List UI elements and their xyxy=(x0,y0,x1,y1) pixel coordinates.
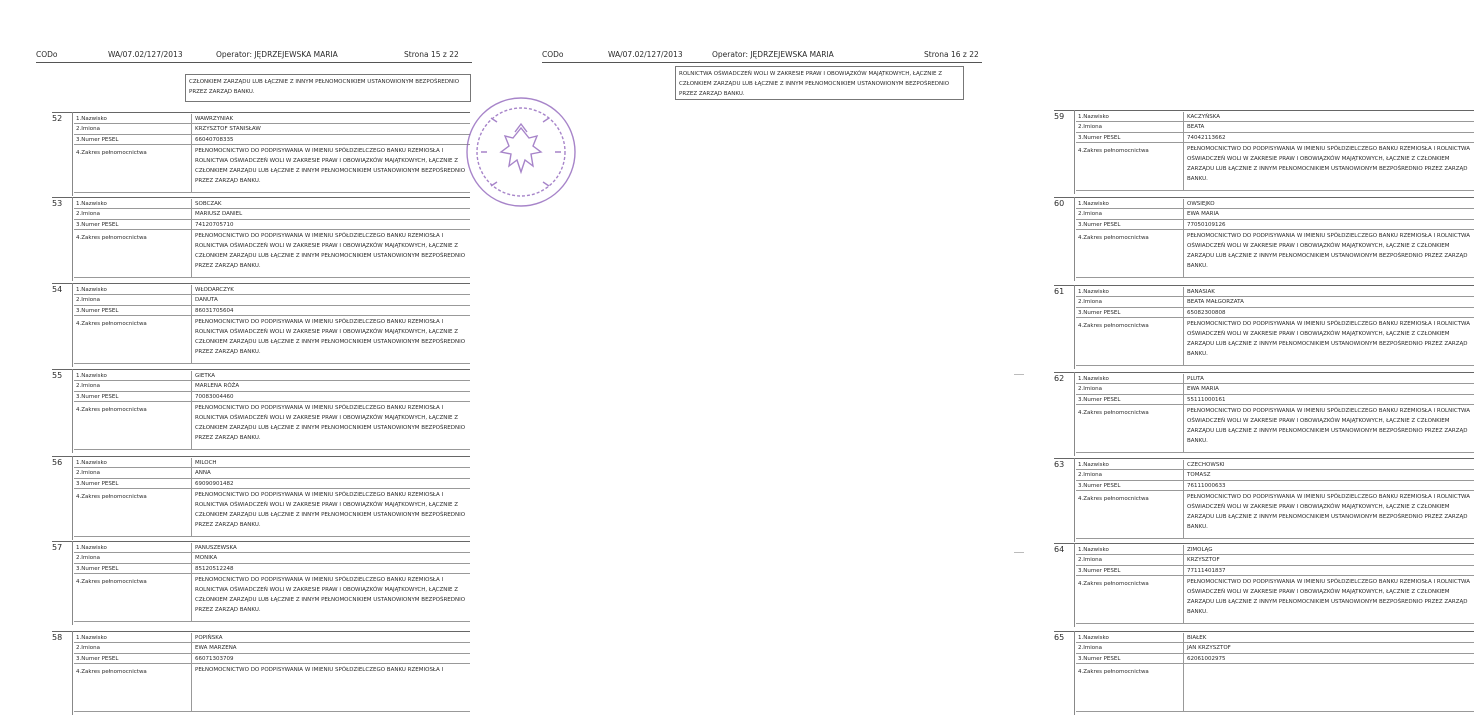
continuation-text: ROLNICTWA OŚWIADCZEŃ WOLI W ZAKRESIE PRAW I OBOWIĄZKÓW MAJĄTKOWYCH, ŁĄCZNIE Z CZŁONKIEM ZARZĄDU LUB ŁĄCZNIE Z INNYM PEŁNOMOCNIKIEM USTANOWIONYM BEZPOŚREDNIO PRZEZ ZARZĄD BANKU. xyxy=(675,66,964,100)
pesel-row xyxy=(74,392,470,402)
field-value: OWSIEJKO xyxy=(1187,201,1215,207)
eagle-seal-icon xyxy=(467,98,575,206)
record-number-divider xyxy=(1074,631,1075,715)
surname-row xyxy=(74,114,470,124)
pesel-row xyxy=(1076,481,1474,491)
scope-row xyxy=(74,664,470,712)
field-label: 1.Nazwisko xyxy=(74,285,192,294)
field-label: 1.Nazwisko xyxy=(1076,199,1184,208)
names-row xyxy=(74,643,470,654)
left-page xyxy=(0,0,512,724)
surname-row xyxy=(74,543,470,553)
names-row xyxy=(1076,384,1474,395)
field-label: 4.Zakres pełnomocnictwa xyxy=(74,145,192,192)
field-label: 3.Numer PESEL xyxy=(74,306,192,315)
record-number: 55 xyxy=(52,371,63,380)
names-row xyxy=(74,553,470,564)
record-number-divider xyxy=(72,369,73,453)
record-number: 65 xyxy=(1054,633,1065,642)
scope-row xyxy=(1076,664,1474,712)
surname-row xyxy=(74,371,470,381)
pesel-row xyxy=(1076,220,1474,230)
field-label: 1.Nazwisko xyxy=(1076,460,1184,469)
names-row xyxy=(74,381,470,392)
field-label: 3.Numer PESEL xyxy=(74,135,192,144)
field-label: 1.Nazwisko xyxy=(1076,112,1184,121)
field-label: 1.Nazwisko xyxy=(74,371,192,380)
field-label: 2.Imiona xyxy=(1076,122,1184,132)
names-row xyxy=(1076,209,1474,220)
scope-row xyxy=(1076,318,1474,366)
record-divider xyxy=(1054,631,1474,632)
record-entry xyxy=(52,631,470,715)
record-number: 54 xyxy=(52,285,63,294)
header-ref: WA/07.02/127/2013 xyxy=(108,50,183,59)
record-divider xyxy=(1054,458,1474,459)
field-value: BANASIAK xyxy=(1187,289,1215,295)
field-value: PLUTA xyxy=(1187,376,1204,382)
record-divider xyxy=(1054,285,1474,286)
record-entry xyxy=(1054,372,1474,456)
scope-row xyxy=(74,574,470,622)
field-value: MONIKA xyxy=(195,555,218,561)
scope-row xyxy=(74,402,470,450)
field-label: 3.Numer PESEL xyxy=(1076,566,1184,575)
scope-row xyxy=(1076,143,1474,191)
field-value: PEŁNOMOCNICTWO DO PODPISYWANIA W IMIENIU SPÓŁDZIELCZEGO BANKU RZEMIOSŁA I ROLNICTWA OŚWIADCZEŃ WOLI W ZAKRESIE PRAW I OBOWIĄZKÓW MAJĄTKOWYCH, ŁĄCZNIE Z CZŁONKIEM ZARZĄDU LUB ŁĄCZNIE Z INNYM PEŁNOMOCNIKIEM USTANOWIONYM BEZPOŚREDNIO PRZEZ ZARZĄD BANKU. xyxy=(195,148,466,184)
names-row xyxy=(74,124,470,135)
page-edge-mark xyxy=(1014,374,1024,375)
field-label: 3.Numer PESEL xyxy=(74,654,192,663)
field-value: 66040708335 xyxy=(195,137,234,143)
record-divider xyxy=(52,541,470,542)
record-entry xyxy=(1054,110,1474,194)
surname-row xyxy=(74,199,470,209)
field-value: BEATA xyxy=(1187,124,1205,130)
field-value: MARIUSZ DANIEL xyxy=(195,211,243,217)
field-value: 76111000633 xyxy=(1187,483,1226,489)
scope-row xyxy=(74,230,470,278)
surname-row xyxy=(1076,633,1474,643)
field-label: 3.Numer PESEL xyxy=(1076,395,1184,404)
record-divider xyxy=(52,456,470,457)
field-label: 4.Zakres pełnomocnictwa xyxy=(74,316,192,363)
field-label: 4.Zakres pełnomocnictwa xyxy=(1076,143,1184,190)
record-number-divider xyxy=(1074,543,1075,627)
pesel-row xyxy=(74,220,470,230)
record-number: 61 xyxy=(1054,287,1065,296)
names-row xyxy=(74,209,470,220)
record-number: 62 xyxy=(1054,374,1065,383)
names-row xyxy=(74,295,470,306)
field-label: 4.Zakres pełnomocnictwa xyxy=(74,489,192,536)
field-value: JAN KRZYSZTOF xyxy=(1187,645,1231,651)
field-value: GIETKA xyxy=(195,373,215,379)
field-value: 77111401837 xyxy=(1187,568,1226,574)
field-label: 3.Numer PESEL xyxy=(1076,133,1184,142)
page-edge-mark xyxy=(1014,552,1024,553)
field-label: 4.Zakres pełnomocnictwa xyxy=(1076,230,1184,277)
official-stamp xyxy=(461,92,581,212)
field-value: 74042113662 xyxy=(1187,135,1226,141)
header-operator: Operator: JĘDRZEJEWSKA MARIA xyxy=(712,50,834,59)
scope-row xyxy=(74,489,470,537)
scope-row xyxy=(74,316,470,364)
record-number-divider xyxy=(1074,197,1075,281)
record-divider xyxy=(52,197,470,198)
field-value: POPIŃSKA xyxy=(195,635,223,641)
field-value xyxy=(1184,664,1474,711)
record-number: 60 xyxy=(1054,199,1065,208)
names-row xyxy=(1076,470,1474,481)
record-number: 52 xyxy=(52,114,63,123)
record-number: 57 xyxy=(52,543,63,552)
field-label: 2.Imiona xyxy=(74,209,192,219)
record-number-divider xyxy=(1074,110,1075,194)
field-label: 3.Numer PESEL xyxy=(74,220,192,229)
field-value: TOMASZ xyxy=(1187,472,1211,478)
record-number-divider xyxy=(72,541,73,625)
field-value: ANNA xyxy=(195,470,211,476)
field-label: 2.Imiona xyxy=(1076,384,1184,394)
pesel-row xyxy=(1076,566,1474,576)
scope-row xyxy=(74,145,470,193)
field-label: 3.Numer PESEL xyxy=(1076,481,1184,490)
header-code: CODo xyxy=(542,50,564,59)
field-value: PEŁNOMOCNICTWO DO PODPISYWANIA W IMIENIU SPÓŁDZIELCZEGO BANKU RZEMIOSŁA I xyxy=(195,667,444,673)
field-value: MARLENA RÓŻA xyxy=(195,383,240,389)
scope-row xyxy=(1076,491,1474,539)
field-label: 4.Zakres pełnomocnictwa xyxy=(1076,664,1184,711)
field-value: BEATA MAŁGORZATA xyxy=(1187,299,1244,305)
field-value: WŁODARCZYK xyxy=(195,287,234,293)
record-entry xyxy=(1054,543,1474,627)
field-value: ZIMOLĄG xyxy=(1187,547,1213,553)
field-label: 4.Zakres pełnomocnictwa xyxy=(74,402,192,449)
record-divider xyxy=(1054,110,1474,111)
header-page: Strona 16 z 22 xyxy=(924,50,979,59)
record-number-divider xyxy=(1074,372,1075,456)
field-value: 85120512248 xyxy=(195,566,234,572)
field-value: 86031705604 xyxy=(195,308,234,314)
field-value: PEŁNOMOCNICTWO DO PODPISYWANIA W IMIENIU SPÓŁDZIELCZEGO BANKU RZEMIOSŁA I ROLNICTWA OŚWIADCZEŃ WOLI W ZAKRESIE PRAW I OBOWIĄZKÓW MAJĄTKOWYCH, ŁĄCZNIE Z CZŁONKIEM ZARZĄDU LUB ŁĄCZNIE Z INNYM PEŁNOMOCNIKIEM USTANOWIONYM BEZPOŚREDNIO PRZEZ ZARZĄD BANKU. xyxy=(195,233,466,269)
field-label: 2.Imiona xyxy=(74,295,192,305)
field-value: WAWRZYNIAK xyxy=(195,116,234,122)
field-label: 1.Nazwisko xyxy=(74,114,192,123)
field-value: PEŁNOMOCNICTWO DO PODPISYWANIA W IMIENIU SPÓŁDZIELCZEGO BANKU RZEMIOSŁA I ROLNICTWA OŚWIADCZEŃ WOLI W ZAKRESIE PRAW I OBOWIĄZKÓW MAJĄTKOWYCH, ŁĄCZNIE Z CZŁONKIEM ZARZĄDU LUB ŁĄCZNIE Z INNYM PEŁNOMOCNIKIEM USTANOWIONYM BEZPOŚREDNIO PRZEZ ZARZĄD BANKU. xyxy=(195,405,466,441)
record-number-divider xyxy=(1074,458,1075,542)
record-entry xyxy=(52,456,470,540)
record-divider xyxy=(1054,197,1474,198)
field-value: PEŁNOMOCNICTWO DO PODPISYWANIA W IMIENIU SPÓŁDZIELCZEGO BANKU RZEMIOSŁA I ROLNICTWA OŚWIADCZEŃ WOLI W ZAKRESIE PRAW I OBOWIĄZKÓW MAJĄTKOWYCH, ŁĄCZNIE Z CZŁONKIEM ZARZĄDU LUB ŁĄCZNIE Z INNYM PEŁNOMOCNIKIEM USTANOWIONYM BEZPOŚREDNIO PRZEZ ZARZĄD BANKU. xyxy=(1187,321,1470,357)
scope-row xyxy=(1076,230,1474,278)
field-label: 3.Numer PESEL xyxy=(74,392,192,401)
field-value: BIAŁEK xyxy=(1187,635,1207,641)
record-number-divider xyxy=(1074,285,1075,369)
surname-row xyxy=(1076,545,1474,555)
pesel-row xyxy=(1076,133,1474,143)
pesel-row xyxy=(74,479,470,489)
record-entry xyxy=(1054,197,1474,281)
field-value: 65082300808 xyxy=(1187,310,1226,316)
surname-row xyxy=(1076,287,1474,297)
field-value: PEŁNOMOCNICTWO DO PODPISYWANIA W IMIENIU SPÓŁDZIELCZEGO BANKU RZEMIOSŁA I ROLNICTWA OŚWIADCZEŃ WOLI W ZAKRESIE PRAW I OBOWIĄZKÓW MAJĄTKOWYCH, ŁĄCZNIE Z CZŁONKIEM ZARZĄDU LUB ŁĄCZNIE Z INNYM PEŁNOMOCNIKIEM USTANOWIONYM BEZPOŚREDNIO PRZEZ ZARZĄD BANKU. xyxy=(1187,579,1470,615)
record-entry xyxy=(1054,458,1474,542)
field-label: 1.Nazwisko xyxy=(74,199,192,208)
field-value: EWA MARIA xyxy=(1187,386,1219,392)
surname-row xyxy=(74,285,470,295)
field-label: 2.Imiona xyxy=(1076,555,1184,565)
record-entry xyxy=(52,369,470,453)
record-divider xyxy=(52,369,470,370)
surname-row xyxy=(1076,374,1474,384)
field-value: PANUSZEWSKA xyxy=(195,545,237,551)
pesel-row xyxy=(1076,654,1474,664)
field-value: EWA MARIA xyxy=(1187,211,1219,217)
field-value: CZECHOWSKI xyxy=(1187,462,1225,468)
record-number: 63 xyxy=(1054,460,1065,469)
field-value: EWA MARZENA xyxy=(195,645,237,651)
surname-row xyxy=(74,633,470,643)
pesel-row xyxy=(1076,395,1474,405)
field-label: 2.Imiona xyxy=(1076,297,1184,307)
field-label: 2.Imiona xyxy=(74,381,192,391)
field-value: 70083004460 xyxy=(195,394,234,400)
record-divider xyxy=(1054,543,1474,544)
field-label: 1.Nazwisko xyxy=(74,458,192,467)
continuation-text: CZŁONKIEM ZARZĄDU LUB ŁĄCZNIE Z INNYM PEŁNOMOCNIKIEM USTANOWIONYM BEZPOŚREDNIO PRZEZ ZARZĄD BANKU. xyxy=(185,74,471,102)
header-rule xyxy=(36,62,472,63)
field-value: PEŁNOMOCNICTWO DO PODPISYWANIA W IMIENIU SPÓŁDZIELCZEGO BANKU RZEMIOSŁA I ROLNICTWA OŚWIADCZEŃ WOLI W ZAKRESIE PRAW I OBOWIĄZKÓW MAJĄTKOWYCH, ŁĄCZNIE Z CZŁONKIEM ZARZĄDU LUB ŁĄCZNIE Z INNYM PEŁNOMOCNIKIEM USTANOWIONYM BEZPOŚREDNIO PRZEZ ZARZĄD BANKU. xyxy=(195,319,466,355)
field-value: 66071303709 xyxy=(195,656,234,662)
record-number-divider xyxy=(72,283,73,367)
field-label: 4.Zakres pełnomocnictwa xyxy=(74,230,192,277)
record-divider xyxy=(1054,372,1474,373)
record-number-divider xyxy=(72,197,73,281)
field-value: PEŁNOMOCNICTWO DO PODPISYWANIA W IMIENIU SPÓŁDZIELCZEGO BANKU RZEMIOSŁA I ROLNICTWA OŚWIADCZEŃ WOLI W ZAKRESIE PRAW I OBOWIĄZKÓW MAJĄTKOWYCH, ŁĄCZNIE Z CZŁONKIEM ZARZĄDU LUB ŁĄCZNIE Z INNYM PEŁNOMOCNIKIEM USTANOWIONYM BEZPOŚREDNIO PRZEZ ZARZĄD BANKU. xyxy=(1187,233,1470,269)
field-value: 55111000161 xyxy=(1187,397,1226,403)
record-number-divider xyxy=(72,631,73,715)
pesel-row xyxy=(74,654,470,664)
field-value: SOBCZAK xyxy=(195,201,222,207)
pesel-row xyxy=(1076,308,1474,318)
field-label: 4.Zakres pełnomocnictwa xyxy=(1076,405,1184,452)
pesel-row xyxy=(74,306,470,316)
record-number: 53 xyxy=(52,199,63,208)
field-value: DANUTA xyxy=(195,297,218,303)
header-ref: WA/07.02/127/2013 xyxy=(608,50,683,59)
field-label: 3.Numer PESEL xyxy=(1076,308,1184,317)
field-value: 69090901482 xyxy=(195,481,234,487)
header-code: CODo xyxy=(36,50,58,59)
field-value: 77050109126 xyxy=(1187,222,1226,228)
record-entry xyxy=(52,283,470,367)
field-label: 1.Nazwisko xyxy=(1076,287,1184,296)
field-value: PEŁNOMOCNICTWO DO PODPISYWANIA W IMIENIU SPÓŁDZIELCZEGO BANKU RZEMIOSŁA I ROLNICTWA OŚWIADCZEŃ WOLI W ZAKRESIE PRAW I OBOWIĄZKÓW MAJĄTKOWYCH, ŁĄCZNIE Z CZŁONKIEM ZARZĄDU LUB ŁĄCZNIE Z INNYM PEŁNOMOCNIKIEM USTANOWIONYM BEZPOŚREDNIO PRZEZ ZARZĄD BANKU. xyxy=(195,492,466,528)
names-row xyxy=(74,468,470,479)
field-label: 3.Numer PESEL xyxy=(1076,654,1184,663)
record-divider xyxy=(52,631,470,632)
names-row xyxy=(1076,643,1474,654)
field-label: 2.Imiona xyxy=(74,468,192,478)
field-label: 1.Nazwisko xyxy=(74,543,192,552)
record-entry xyxy=(52,112,470,196)
field-value: PEŁNOMOCNICTWO DO PODPISYWANIA W IMIENIU SPÓŁDZIELCZEGO BANKU RZEMIOSŁA I ROLNICTWA OŚWIADCZEŃ WOLI W ZAKRESIE PRAW I OBOWIĄZKÓW MAJĄTKOWYCH, ŁĄCZNIE Z CZŁONKIEM ZARZĄDU LUB ŁĄCZNIE Z INNYM PEŁNOMOCNIKIEM USTANOWIONYM BEZPOŚREDNIO PRZEZ ZARZĄD BANKU. xyxy=(1187,146,1470,182)
names-row xyxy=(1076,122,1474,133)
field-label: 3.Numer PESEL xyxy=(74,479,192,488)
record-number-divider xyxy=(72,112,73,196)
field-label: 4.Zakres pełnomocnictwa xyxy=(1076,491,1184,538)
field-value: MILOCH xyxy=(195,460,217,466)
record-entry xyxy=(1054,285,1474,369)
field-label: 2.Imiona xyxy=(1076,470,1184,480)
record-entry xyxy=(52,541,470,625)
field-label: 4.Zakres pełnomocnictwa xyxy=(74,574,192,621)
field-label: 1.Nazwisko xyxy=(74,633,192,642)
field-label: 4.Zakres pełnomocnictwa xyxy=(74,664,192,711)
record-number: 59 xyxy=(1054,112,1065,121)
surname-row xyxy=(1076,199,1474,209)
record-number-divider xyxy=(72,456,73,540)
record-divider xyxy=(52,112,470,113)
surname-row xyxy=(1076,460,1474,470)
record-number: 58 xyxy=(52,633,63,642)
surname-row xyxy=(1076,112,1474,122)
field-label: 2.Imiona xyxy=(1076,209,1184,219)
record-entry xyxy=(1054,631,1474,715)
field-value: KACZYŃSKA xyxy=(1187,114,1221,120)
field-label: 3.Numer PESEL xyxy=(1076,220,1184,229)
field-value: PEŁNOMOCNICTWO DO PODPISYWANIA W IMIENIU SPÓŁDZIELCZEGO BANKU RZEMIOSŁA I ROLNICTWA OŚWIADCZEŃ WOLI W ZAKRESIE PRAW I OBOWIĄZKÓW MAJĄTKOWYCH, ŁĄCZNIE Z CZŁONKIEM ZARZĄDU LUB ŁĄCZNIE Z INNYM PEŁNOMOCNIKIEM USTANOWIONYM BEZPOŚREDNIO PRZEZ ZARZĄD BANKU. xyxy=(1187,408,1470,444)
field-label: 2.Imiona xyxy=(74,124,192,134)
header-page: Strona 15 z 22 xyxy=(404,50,459,59)
field-label: 4.Zakres pełnomocnictwa xyxy=(1076,318,1184,365)
pesel-row xyxy=(74,135,470,145)
scope-row xyxy=(1076,576,1474,624)
record-number: 64 xyxy=(1054,545,1065,554)
field-value: PEŁNOMOCNICTWO DO PODPISYWANIA W IMIENIU SPÓŁDZIELCZEGO BANKU RZEMIOSŁA I ROLNICTWA OŚWIADCZEŃ WOLI W ZAKRESIE PRAW I OBOWIĄZKÓW MAJĄTKOWYCH, ŁĄCZNIE Z CZŁONKIEM ZARZĄDU LUB ŁĄCZNIE Z INNYM PEŁNOMOCNIKIEM USTANOWIONYM BEZPOŚREDNIO PRZEZ ZARZĄD BANKU. xyxy=(195,577,466,613)
field-label: 2.Imiona xyxy=(74,553,192,563)
header-rule xyxy=(542,62,982,63)
field-label: 4.Zakres pełnomocnictwa xyxy=(1076,576,1184,623)
field-value: KRZYSZTOF STANISŁAW xyxy=(195,126,261,132)
names-row xyxy=(1076,555,1474,566)
field-value: KRZYSZTOF xyxy=(1187,557,1220,563)
field-label: 1.Nazwisko xyxy=(1076,545,1184,554)
right-page xyxy=(512,0,1470,724)
pesel-row xyxy=(74,564,470,574)
field-label: 2.Imiona xyxy=(74,643,192,653)
field-label: 3.Numer PESEL xyxy=(74,564,192,573)
field-value: 62061002975 xyxy=(1187,656,1226,662)
field-value: PEŁNOMOCNICTWO DO PODPISYWANIA W IMIENIU SPÓŁDZIELCZEGO BANKU RZEMIOSŁA I ROLNICTWA OŚWIADCZEŃ WOLI W ZAKRESIE PRAW I OBOWIĄZKÓW MAJĄTKOWYCH, ŁĄCZNIE Z CZŁONKIEM ZARZĄDU LUB ŁĄCZNIE Z INNYM PEŁNOMOCNIKIEM USTANOWIONYM BEZPOŚREDNIO PRZEZ ZARZĄD BANKU. xyxy=(1187,494,1470,530)
names-row xyxy=(1076,297,1474,308)
scope-row xyxy=(1076,405,1474,453)
record-entry xyxy=(52,197,470,281)
surname-row xyxy=(74,458,470,468)
field-label: 1.Nazwisko xyxy=(1076,633,1184,642)
field-label: 2.Imiona xyxy=(1076,643,1184,653)
field-label: 1.Nazwisko xyxy=(1076,374,1184,383)
field-value: 74120705710 xyxy=(195,222,234,228)
record-number: 56 xyxy=(52,458,63,467)
header-operator: Operator: JĘDRZEJEWSKA MARIA xyxy=(216,50,338,59)
record-divider xyxy=(52,283,470,284)
